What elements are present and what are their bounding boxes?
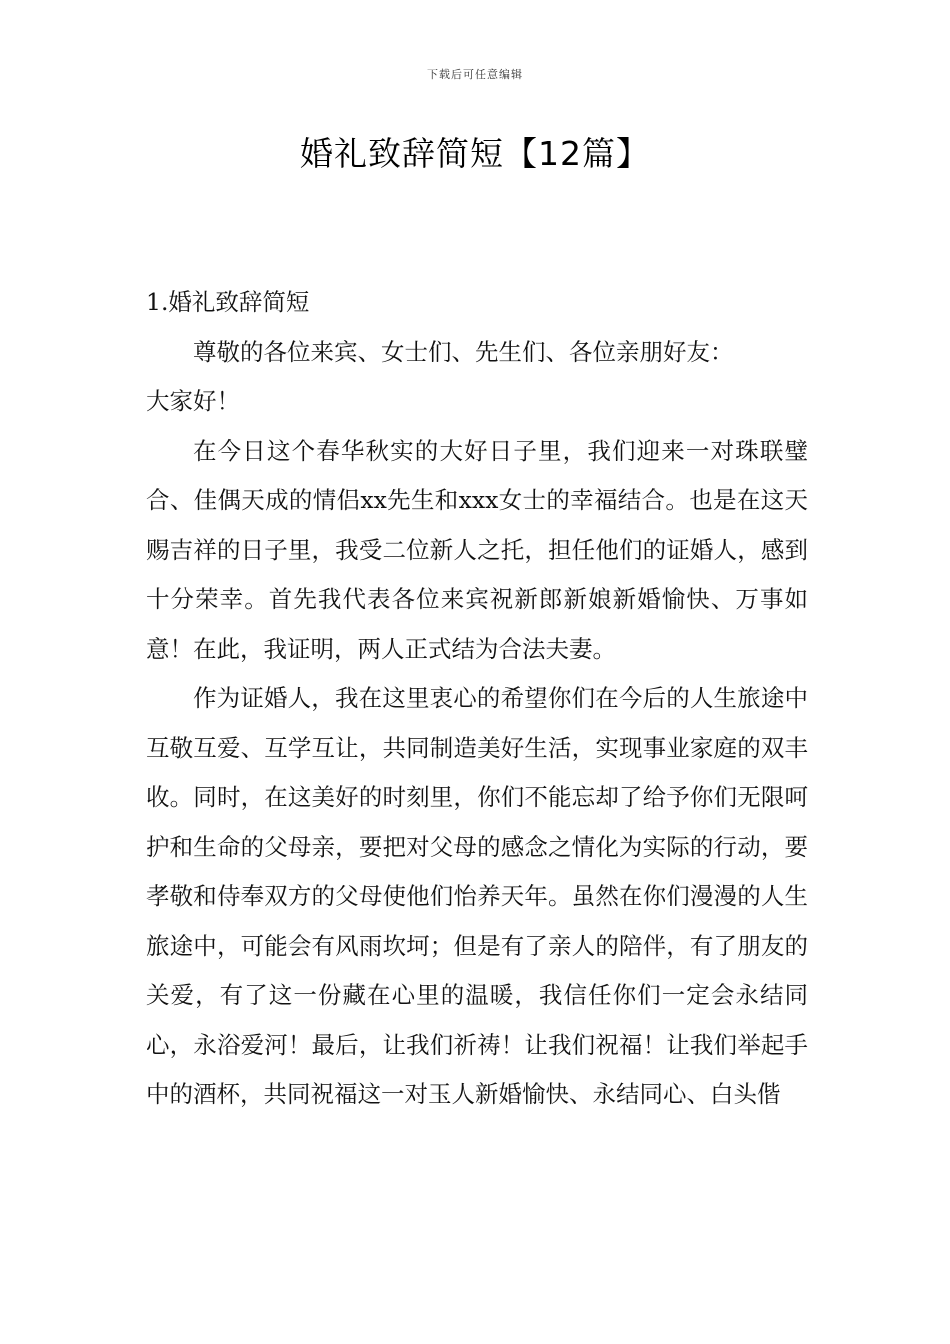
document-title: 婚礼致辞简短【12篇】 (300, 134, 650, 173)
greeting-line: 尊敬的各位来宾、女士们、先生们、各位亲朋好友： (193, 337, 734, 366)
document-body (146, 278, 808, 1120)
body-paragraph-2: 作为证婚人，我在这里衷心的希望你们在今后的人生旅途中互敬互爱、互学互让，共同制造美好生活，实现事业家庭的双丰收。同时，在这美好的时刻里，你们不能忘却了给予你们无限呵护和生命的父母亲，要把对父母的感念之情化为实际的行动，要孝敬和侍奉双方的父母使他们怡养天年。虽然在你们漫漫的人生旅途中，可能会有风雨坎坷；但是有了亲人的陪伴，有了朋友的关爱，有了这一份藏在心里的温暖，我信任你们一定会永结同心，永浴爱河！最后，让我们祈祷！让我们祝福！让我们举起手中的酒杯，共同祝福这一对玉人新婚愉快、永结同心、白头偕 (146, 684, 808, 1108)
salutation-line: 大家好！ (146, 387, 240, 415)
section-heading: 1.婚礼致辞简短 (146, 288, 310, 316)
body-paragraph-1: 在今日这个春华秋实的大好日子里，我们迎来一对珠联璧合、佳偶天成的情侣xx先生和xxx女士的幸福结合。也是在这天赐吉祥的日子里，我受二位新人之托，担任他们的证婚人，感到十分荣幸。首先我代表各位来宾祝新郎新娘新婚愉快、万事如意！在此，我证明，两人正式结为合法夫妻。 (146, 436, 808, 663)
header-note: 下载后可任意编辑 (427, 68, 523, 81)
